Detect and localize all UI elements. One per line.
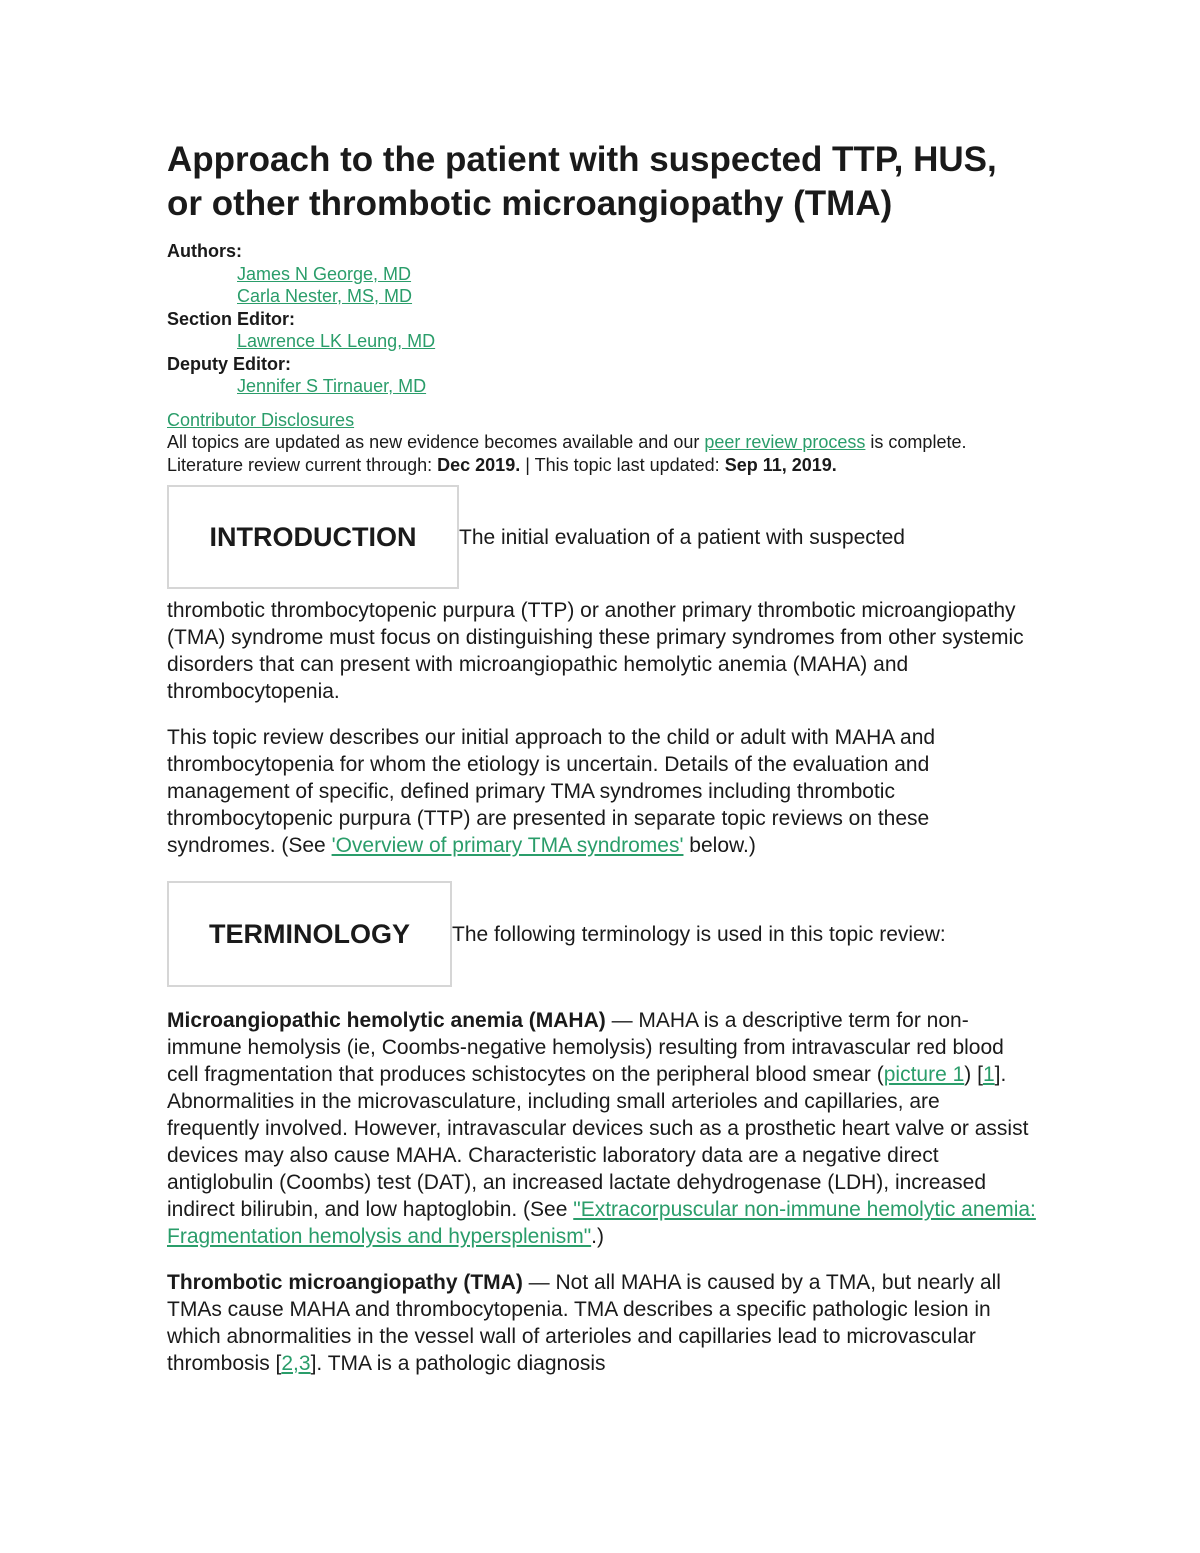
picture-1-link[interactable]: picture 1 [883, 1063, 965, 1086]
peer-review-link[interactable]: peer review process [704, 432, 866, 452]
introduction-paragraph-2: This topic review describes our initial approach to the child or adult with MAHA and thrombocytopenia for whom the etiology is uncertain. Details of the evaluation and management of specific, defined primary TMA syndromes including thrombotic thrombocytopenic purpura (TTP) are presented in separate topic reviews on these syndromes. (See 'Overview of primary TMA syndromes' below.) [167, 726, 936, 857]
terminology-header [167, 881, 1037, 987]
terminology-lead: The following terminology is used in this topic review: [452, 922, 946, 946]
document-page [167, 138, 1037, 1377]
introduction-paragraph-1: thrombotic thrombocytopenic purpura (TTP) or another primary thrombotic microangiopathy (TMA) syndrome must focus on distinguishing these primary syndromes from other systemic disorders that can present with microangiopathic hemolytic anemia (MAHA) and thrombocytopenia. [167, 599, 1024, 703]
deputy-editor-link[interactable]: Jennifer S Tirnauer, MD [237, 376, 427, 396]
reference-1-link[interactable]: 1 [982, 1063, 995, 1086]
update-statement: All topics are updated as new evidence becomes available and our peer review process is complete. [167, 432, 967, 452]
literature-review-date: Dec 2019. [437, 454, 521, 475]
introduction-heading: INTRODUCTION [167, 485, 459, 589]
maha-definition: Microangiopathic hemolytic anemia (MAHA) — MAHA is a descriptive term for non-immune hemolysis (ie, Coombs-negative hemolysis) resulting from intravascular red blood cell fragmentation that produces schistocytes on the peripheral blood smear (picture 1) [1]. Abnormalities in the microvasculature, including small arterioles and capillaries, are frequently involved. However, intravascular devices such as a prosthetic heart valve or assist devices may also cause MAHA. Characteristic laboratory data are a negative direct antiglobulin (Coombs) test (DAT), an increased lactate dehydrogenase (LDH), increased indirect bilirubin, and low haptoglobin. (See "Extracorpuscular non-immune hemolytic anemia: Fragmentation hemolysis and hypersplenism".) [167, 1009, 1036, 1248]
section-editor-link[interactable]: Lawrence LK Leung, MD [237, 331, 436, 351]
fragmentation-hemolysis-link[interactable]: "Extracorpuscular non-immune hemolytic anemia: Fragmentation hemolysis and hypersplenism" [167, 1198, 1036, 1248]
maha-term: Microangiopathic hemolytic anemia (MAHA) [167, 1009, 606, 1032]
authors-label: Authors: [167, 241, 242, 261]
author-block [167, 240, 1037, 398]
review-dates: Literature review current through: Dec 2019. | This topic last updated: Sep 11, 2019. [167, 454, 837, 475]
reference-2-3-link[interactable]: 2,3 [281, 1352, 311, 1375]
introduction-lead: The initial evaluation of a patient with suspected [459, 526, 905, 549]
section-editor-label: Section Editor: [167, 308, 296, 329]
disclosures-block [167, 409, 1037, 477]
introduction-header [167, 485, 1037, 589]
last-updated-date: Sep 11, 2019. [724, 454, 837, 475]
tma-term: Thrombotic microangiopathy (TMA) [167, 1271, 523, 1294]
deputy-editor-label: Deputy Editor: [167, 353, 291, 374]
tma-definition: Thrombotic microangiopathy (TMA) — Not all MAHA is caused by a TMA, but nearly all TMAs cause MAHA and thrombocytopenia. TMA describes a specific pathologic lesion in which abnormalities in the vessel wall of arterioles and capillaries lead to microvascular thrombosis [2,3]. TMA is a pathologic diagnosis [167, 1271, 1001, 1375]
author-link-nester[interactable]: Carla Nester, MS, MD [237, 286, 413, 306]
contributor-disclosures-link[interactable]: Contributor Disclosures [167, 409, 355, 430]
page-title: Approach to the patient with suspected TTP, HUS, or other thrombotic microangiopathy (TMA) [167, 140, 997, 223]
overview-primary-tma-link[interactable]: 'Overview of primary TMA syndromes' [331, 834, 684, 857]
author-link-george[interactable]: James N George, MD [237, 263, 412, 284]
terminology-heading: TERMINOLOGY [167, 881, 452, 987]
